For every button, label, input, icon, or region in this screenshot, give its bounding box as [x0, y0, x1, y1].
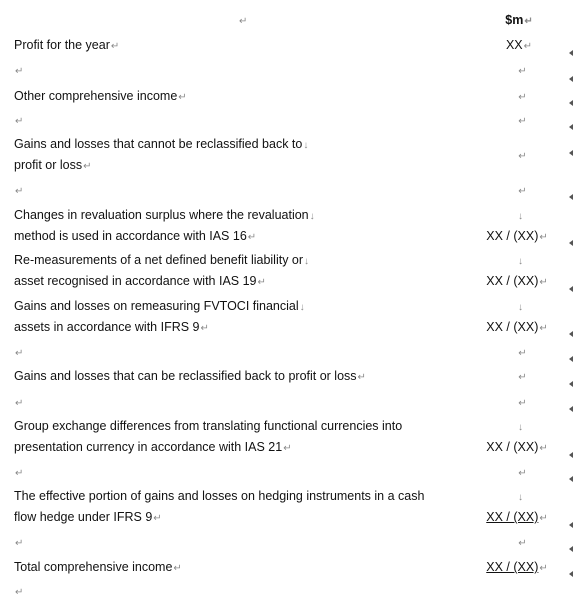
cash-flow-hedge-line-1: The effective portion of gains and losses on hedging instruments in a cash: [14, 489, 425, 503]
defined-benefit-amount: XX / (XX)↵: [486, 274, 548, 288]
total-comprehensive-income-amount: XX / (XX)↵: [486, 560, 548, 574]
amount-line-break: ↓: [518, 492, 523, 503]
table-edge-marker: [569, 150, 573, 156]
cash-flow-hedge-line-2: flow hedge under IFRS 9↵: [14, 510, 162, 524]
empty-amount-cell: ↵: [518, 151, 527, 162]
cash-flow-hedge-amount: XX / (XX)↵: [486, 510, 548, 524]
table-edge-marker: [569, 50, 573, 56]
table-edge-marker: [569, 76, 573, 82]
fvtoci-line-1: Gains and losses on remeasuring FVTOCI financial↓: [14, 299, 305, 313]
revaluation-surplus-line-1: Changes in revaluation surplus where the revaluation↓: [14, 208, 315, 222]
empty-paragraph: ↵: [15, 186, 24, 197]
exchange-differences-line-2: presentation currency in accordance with IAS 21↵: [14, 440, 292, 454]
revaluation-surplus-line-2: method is used in accordance with IAS 16↵: [14, 229, 257, 243]
table-edge-marker: [569, 546, 573, 552]
empty-amount-cell: ↵: [518, 186, 527, 197]
empty-amount-cell: ↵: [518, 66, 527, 77]
table-edge-marker: [569, 331, 573, 337]
not-reclassified-heading-line-2: profit or loss↵: [14, 158, 92, 172]
table-edge-marker: [569, 194, 573, 200]
empty-paragraph: ↵: [15, 398, 24, 409]
amount-line-break: ↓: [518, 256, 523, 267]
empty-paragraph: ↵: [15, 66, 24, 77]
empty-amount-cell: ↵: [518, 116, 527, 127]
amount-column-heading: $m↵: [505, 13, 533, 27]
fvtoci-line-2: assets in accordance with IFRS 9↵: [14, 320, 209, 334]
empty-amount-cell: ↵: [518, 348, 527, 359]
table-edge-marker: [569, 452, 573, 458]
empty-amount-cell: ↵: [518, 398, 527, 409]
table-edge-marker: [569, 240, 573, 246]
empty-paragraph: ↵: [15, 348, 24, 359]
row-profit-for-year-amount: XX↵: [505, 38, 533, 52]
defined-benefit-line-1: Re-measurements of a net defined benefit liability or↓: [14, 253, 310, 267]
table-edge-marker: [569, 100, 573, 106]
row-profit-for-year-label: Profit for the year↵: [14, 38, 120, 52]
empty-paragraph: ↵: [15, 116, 24, 127]
reclassified-heading: Gains and losses that can be reclassified back to profit or loss↵: [14, 369, 366, 383]
exchange-differences-amount: XX / (XX)↵: [486, 440, 548, 454]
oci-heading: Other comprehensive income↵: [14, 89, 187, 103]
empty-amount-cell: ↵: [518, 372, 527, 383]
amount-line-break: ↓: [518, 302, 523, 313]
empty-amount-cell: ↵: [518, 538, 527, 549]
amount-line-break: ↓: [518, 422, 523, 433]
table-edge-marker: [569, 381, 573, 387]
fvtoci-amount: XX / (XX)↵: [486, 320, 548, 334]
total-comprehensive-income-label: Total comprehensive income↵: [14, 560, 182, 574]
table-edge-marker: [569, 356, 573, 362]
header-empty-mark: ↵: [239, 16, 248, 27]
table-edge-marker: [569, 406, 573, 412]
amount-line-break: ↓: [518, 211, 523, 222]
table-edge-marker: [569, 476, 573, 482]
exchange-differences-line-1: Group exchange differences from translating functional currencies into: [14, 419, 403, 433]
empty-amount-cell: ↵: [518, 92, 527, 103]
empty-paragraph: ↵: [15, 538, 24, 549]
revaluation-surplus-amount: XX / (XX)↵: [486, 229, 548, 243]
empty-paragraph: ↵: [15, 587, 24, 598]
table-edge-marker: [569, 286, 573, 292]
table-edge-marker: [569, 124, 573, 130]
not-reclassified-heading-line-1: Gains and losses that cannot be reclassified back to↓: [14, 137, 309, 151]
empty-amount-cell: ↵: [518, 468, 527, 479]
empty-paragraph: ↵: [15, 468, 24, 479]
table-edge-marker: [569, 522, 573, 528]
table-edge-marker: [569, 571, 573, 577]
defined-benefit-line-2: asset recognised in accordance with IAS 19↵: [14, 274, 266, 288]
